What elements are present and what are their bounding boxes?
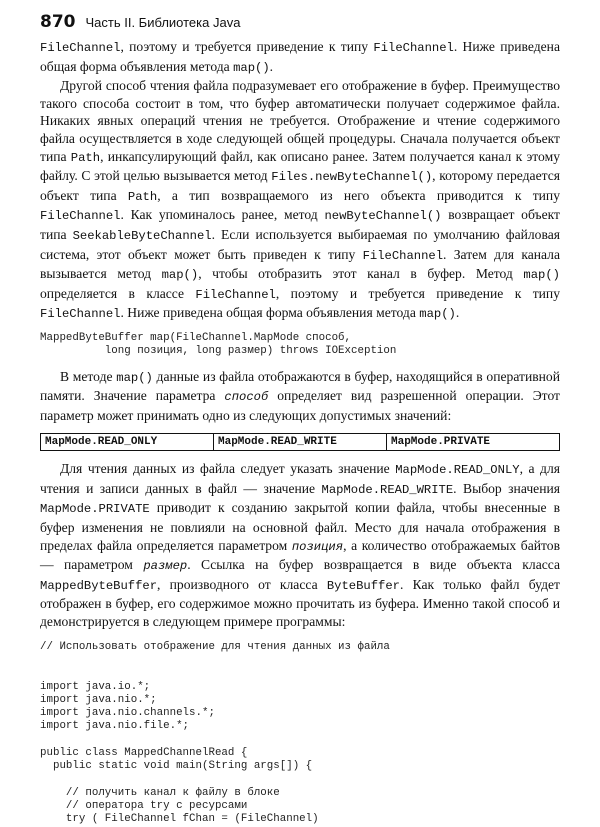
- text-run: .: [269, 58, 274, 74]
- text-run: , а тип возвращаемого из него объекта приводится к типу: [157, 187, 560, 203]
- mapmode-row: [41, 434, 560, 451]
- text-run: . Ссылка на буфер возвращается в виде объекта класса: [187, 557, 560, 573]
- inline-code: map(): [233, 60, 270, 75]
- text-run: , которому передается объект типа: [40, 168, 560, 203]
- code-listing: // Использовать отображение для чтения данных из файла import java.io.*; import java.nio.*; import java.nio.channels.*; import java.nio.file.*; public class MappedChannelRead { public static void main(String args[]) { // получить канал к файлу в блоке // оператора try с ресурсами try ( FileChannel fChan = (FileChannel): [40, 640, 390, 826]
- text-run: . Если используется выбираемая по умолчанию файловая система, этот объект может быть приведен к типу: [40, 226, 560, 262]
- text-run: . Затем для канала вызывается метод: [40, 246, 560, 282]
- paragraph-map-method: [40, 368, 560, 425]
- inline-code: map(): [523, 268, 560, 283]
- running-title: Часть II. Библиотека Java: [85, 15, 241, 30]
- inline-param: способ: [224, 390, 269, 405]
- text-run: В методе: [60, 368, 117, 384]
- page-header: [40, 12, 560, 38]
- mapmode-read-write: MapMode.READ_WRITE: [214, 434, 387, 451]
- inline-code: newByteChannel(): [324, 209, 442, 224]
- text-run: . Выбор значения: [453, 480, 560, 496]
- text-run: , поэтому и требуется приведение к типу: [120, 39, 374, 54]
- inline-code: map(): [161, 268, 199, 283]
- inline-code: FileChannel: [195, 287, 276, 302]
- mapmode-read-only: MapMode.READ_ONLY: [41, 434, 214, 451]
- inline-code: map(): [116, 370, 153, 385]
- text-run: возвращает объект типа: [40, 207, 560, 242]
- paragraph-intro: [40, 38, 560, 77]
- text-run: Другой способ чтения файла подразумевает его отображение в буфер. Преимущество такого способа состоит в том, что буфер автоматически получает содержимое файла. Никаких явных операций чтения не требуется. Отображение и чтение содержимого файла осуществляется в ходе следующей общей процедуры. Сначала получается объект типа: [40, 78, 560, 164]
- text-run: данные из файла отображаются в буфер, находящийся в оперативной памяти. Значение параметра: [40, 368, 560, 404]
- inline-code: FileChannel: [362, 248, 444, 263]
- text-run: приводит к созданию закрытой копии файла, чтобы внесенные в буфер изменения не повлияли на основной файл. Место для начала отображения в пределах файла определяется параметром: [40, 500, 560, 553]
- text-run: , производного от класса: [157, 576, 327, 592]
- inline-code: FileChannel: [40, 41, 121, 55]
- text-run: , а для чтения и записи данных в файл — значение: [40, 461, 560, 496]
- text-run: . Ниже приведена общая форма объявления метода: [120, 305, 420, 321]
- inline-code: MapMode.PRIVATE: [40, 502, 150, 517]
- inline-param: позиция: [291, 539, 344, 554]
- text-run: определяет вид разрешенной операции. Этот параметр может принимать одно из следующих допустимых значений:: [40, 388, 560, 423]
- text-run: определяется в классе: [40, 285, 196, 301]
- paragraph-mapmode-explained: [40, 460, 560, 630]
- map-method-signature: MappedByteBuffer map(FileChannel.MapMode способ, long позиция, long размер) throws IOException: [40, 331, 397, 358]
- text-run: , поэтому и требуется приведение к типу: [275, 285, 561, 301]
- inline-code: map(): [419, 307, 456, 322]
- text-run: , инкапсулирующий файл, как описано ранее. Затем получается канал к этому файлу. С этой целью вызывается метод: [40, 148, 560, 184]
- inline-code: Files.newByteChannel(): [271, 170, 433, 185]
- inline-code: Path: [127, 189, 158, 204]
- mapmode-private: MapMode.PRIVATE: [387, 434, 560, 451]
- text-run: . Ниже приведена общая форма объявления метода: [40, 39, 560, 74]
- page-number: 870: [40, 12, 76, 32]
- text-run: .: [455, 305, 460, 321]
- text-run: Для чтения данных из файла следует указать значение: [60, 461, 396, 477]
- inline-code: FileChannel: [40, 209, 121, 224]
- inline-code: MapMode.READ_ONLY: [395, 463, 520, 478]
- inline-code: MapMode.READ_WRITE: [321, 482, 454, 497]
- mapmode-table: [40, 433, 560, 451]
- text-run: . Как упоминалось ранее, метод: [120, 207, 325, 223]
- text-run: , а количество отображаемых байтов — параметром: [40, 537, 560, 573]
- inline-code: MappedByteBuffer: [40, 578, 158, 593]
- inline-code: SeekableByteChannel: [72, 228, 212, 243]
- inline-param: размер: [143, 559, 188, 574]
- text-run: . Как только файл будет отображен в буфер, его содержимое можно прочитать из буфера. Именно такой способ и демонстрируется в следующем примере программы:: [40, 576, 560, 630]
- inline-code: Path: [70, 150, 101, 165]
- text-run: , чтобы отобразить этот канал в буфер. Метод: [198, 266, 524, 282]
- inline-code: ByteBuffer: [326, 578, 400, 593]
- paragraph-mapping: [40, 77, 560, 324]
- inline-code: FileChannel: [40, 307, 121, 322]
- inline-code: FileChannel: [373, 41, 454, 55]
